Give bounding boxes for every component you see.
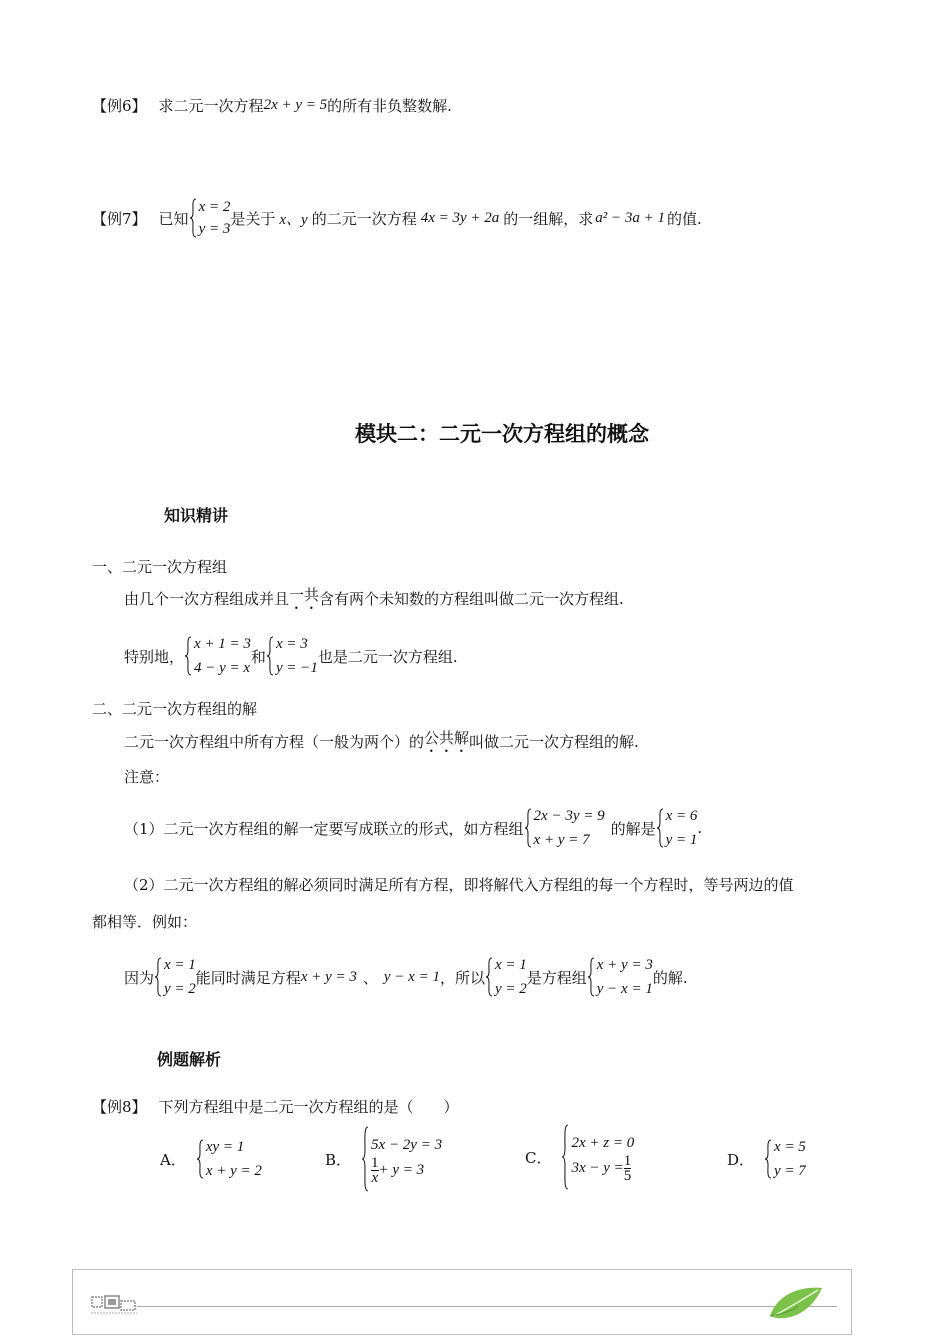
example-7-expression: a² − 3a + 1 bbox=[595, 209, 666, 226]
left-brace-icon bbox=[524, 808, 532, 848]
system-line: x = 3 bbox=[275, 636, 308, 652]
example-equation-2: y − x = 1 bbox=[383, 968, 440, 985]
left-brace-icon bbox=[266, 636, 274, 676]
option-b[interactable] bbox=[325, 1126, 442, 1192]
left-brace-icon bbox=[361, 1126, 369, 1192]
left-brace-icon bbox=[587, 957, 595, 997]
leaf-icon bbox=[768, 1282, 824, 1326]
option-a-system bbox=[196, 1135, 262, 1183]
system-line-fraction bbox=[371, 1156, 442, 1185]
example-7-equation: 4x = 3y + 2a bbox=[420, 209, 500, 226]
system-line: x = 5 bbox=[774, 1139, 806, 1155]
system-line: y = 3 bbox=[198, 221, 231, 237]
definition-text-end: 含有两个未知数的方程组叫做二元一次方程组. bbox=[319, 590, 624, 608]
system-line: x = 1 bbox=[164, 957, 196, 973]
option-d[interactable] bbox=[727, 1135, 806, 1183]
system-line: x + y = 2 bbox=[205, 1163, 262, 1179]
system-line: y = 7 bbox=[774, 1163, 806, 1179]
system-line: x = 6 bbox=[665, 808, 698, 824]
system-line-lead: 3x − y = bbox=[571, 1159, 624, 1176]
note-1-system bbox=[524, 804, 605, 852]
note-2-example bbox=[124, 953, 688, 1001]
example-7-system bbox=[189, 196, 231, 240]
example-7-text-b: 是关于 bbox=[230, 209, 276, 228]
system-2 bbox=[266, 632, 318, 680]
module-title: 模块二：二元一次方程组的概念 bbox=[355, 422, 649, 446]
example-equation-1: x + y = 3 bbox=[300, 968, 357, 985]
note-1 bbox=[124, 804, 702, 852]
system-line: x + y = 3 bbox=[596, 957, 653, 973]
system-line: 5x − 2y = 3 bbox=[371, 1136, 443, 1153]
note-label: 注意： bbox=[124, 768, 170, 786]
system-line: 4 − y = x bbox=[194, 660, 251, 676]
option-d-system bbox=[764, 1135, 806, 1183]
left-brace-icon bbox=[184, 636, 192, 676]
logo-icon bbox=[91, 1294, 139, 1316]
option-c[interactable] bbox=[525, 1124, 634, 1190]
system-line-fraction bbox=[571, 1154, 634, 1183]
system-line: y − x = 1 bbox=[596, 981, 653, 997]
system-line: y = 2 bbox=[164, 981, 196, 997]
example-7 bbox=[92, 196, 702, 240]
definition-emphasis: 一共 bbox=[289, 586, 320, 604]
left-brace-icon bbox=[561, 1124, 569, 1190]
example-separator: 、 bbox=[362, 968, 378, 987]
examples-heading: 例题解析 bbox=[157, 1050, 222, 1069]
example-7-text-e: 的值. bbox=[667, 209, 702, 228]
example-text-b: 能同时满足方程 bbox=[195, 968, 301, 987]
and-text: 和 bbox=[250, 647, 266, 666]
system-line: x + y = 7 bbox=[533, 832, 590, 848]
fraction-numerator: 1 bbox=[371, 1154, 379, 1171]
section-1-heading: 一、二元一次方程组 bbox=[92, 558, 228, 576]
example-system-3 bbox=[587, 953, 653, 1001]
example-7-text-c: 的二元一次方程 bbox=[311, 209, 417, 228]
example-6 bbox=[92, 95, 452, 116]
fraction-numerator: 1 bbox=[623, 1152, 632, 1169]
option-b-system bbox=[361, 1126, 442, 1192]
note-2-line-2: 都相等．例如： bbox=[92, 913, 198, 931]
note-1-end: . bbox=[697, 819, 703, 837]
example-6-text: 求二元一次方程 bbox=[158, 97, 264, 115]
system-line: y = 1 bbox=[665, 832, 698, 848]
example-8-question: 下列方程组中是二元一次方程组的是（ ） bbox=[158, 1098, 459, 1116]
example-6-label: 【例6】 bbox=[92, 97, 147, 115]
system-1 bbox=[184, 632, 251, 680]
example-8-label: 【例8】 bbox=[92, 1098, 147, 1116]
knowledge-heading: 知识精讲 bbox=[164, 506, 229, 525]
system-line: 2x − 3y = 9 bbox=[533, 808, 605, 824]
example-text-d: ，所以 bbox=[439, 968, 485, 987]
special-text: 特别地， bbox=[124, 647, 185, 666]
note-1-text-b: 的解是 bbox=[610, 819, 656, 838]
option-letter: B． bbox=[325, 1150, 352, 1169]
option-a[interactable] bbox=[160, 1135, 262, 1183]
definition-text: 由几个一次方程组成并且 bbox=[124, 590, 290, 608]
system-line: 2x + z = 0 bbox=[571, 1134, 635, 1151]
system-line: x = 2 bbox=[198, 199, 231, 215]
section-1-definition bbox=[124, 584, 624, 613]
note-2-line-1: （2）二元一次方程组的解必须同时满足所有方程，即将解代入方程组的每一个方程时，等号两边的值 bbox=[124, 876, 794, 894]
example-7-text: 已知 bbox=[158, 209, 189, 228]
system-line-rest: + y = 3 bbox=[378, 1161, 425, 1178]
section-1-special bbox=[124, 632, 458, 680]
system-line: x = 1 bbox=[494, 957, 527, 973]
option-letter: C． bbox=[525, 1148, 552, 1167]
left-brace-icon bbox=[485, 957, 493, 997]
fraction-denominator: x bbox=[371, 1169, 379, 1186]
example-7-text-d: 的一组解，求 bbox=[503, 209, 594, 228]
example-7-vars: x、y bbox=[279, 211, 308, 228]
example-system-2 bbox=[485, 953, 527, 1001]
footer-rule bbox=[137, 1306, 837, 1307]
page-footer bbox=[72, 1269, 852, 1335]
example-8 bbox=[92, 1096, 459, 1117]
example-text: 因为 bbox=[124, 968, 155, 987]
option-letter: D． bbox=[727, 1150, 755, 1169]
example-6-equation: 2x + y = 5 bbox=[263, 97, 328, 113]
system-line: xy = 1 bbox=[205, 1139, 245, 1155]
left-brace-icon bbox=[189, 198, 197, 238]
left-brace-icon bbox=[764, 1139, 772, 1179]
left-brace-icon bbox=[196, 1139, 204, 1179]
example-6-text-end: 的所有非负整数解. bbox=[327, 97, 452, 115]
left-brace-icon bbox=[154, 957, 162, 997]
example-system-1 bbox=[154, 953, 196, 1001]
left-brace-icon bbox=[656, 808, 664, 848]
example-text-e: 是方程组 bbox=[526, 968, 587, 987]
example-7-label: 【例7】 bbox=[92, 209, 147, 228]
option-c-system bbox=[561, 1124, 634, 1190]
section-2-heading: 二、二元一次方程组的解 bbox=[92, 700, 258, 718]
definition-emphasis: 公共解 bbox=[424, 729, 470, 747]
system-line: x + 1 = 3 bbox=[194, 636, 251, 652]
section-2-definition bbox=[124, 727, 639, 756]
special-text-end: 也是二元一次方程组. bbox=[317, 647, 458, 666]
definition-text-end: 叫做二元一次方程组的解. bbox=[469, 733, 639, 751]
system-line: y = −1 bbox=[275, 660, 318, 676]
example-text-f: 的解. bbox=[652, 968, 688, 987]
note-1-text: （1）二元一次方程组的解一定要写成联立的形式，如方程组 bbox=[124, 819, 524, 838]
option-letter: A． bbox=[160, 1150, 186, 1169]
system-line: y = 2 bbox=[494, 981, 527, 997]
definition-text: 二元一次方程组中所有方程（一般为两个）的 bbox=[124, 733, 425, 751]
note-1-solution bbox=[656, 804, 698, 852]
fraction-denominator: 5 bbox=[623, 1167, 632, 1184]
